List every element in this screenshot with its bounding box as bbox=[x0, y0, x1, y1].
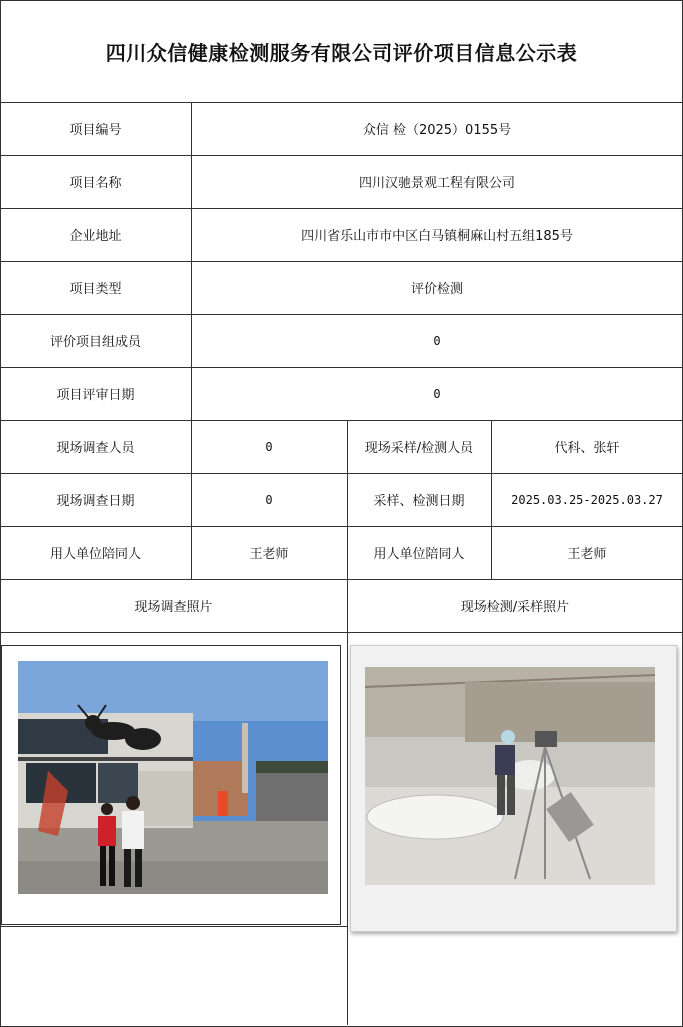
review-date-label: 项目评审日期 bbox=[56, 388, 135, 403]
survey-date-value: 0 bbox=[265, 492, 273, 507]
survey-staff-value: 0 bbox=[265, 439, 273, 454]
project-name-label: 项目名称 bbox=[69, 176, 122, 191]
survey-photo bbox=[18, 661, 328, 894]
sampling-date-value: 2025.03.25-2025.03.27 bbox=[511, 492, 663, 507]
survey-staff-label: 现场调查人员 bbox=[56, 441, 135, 456]
survey-photo-frame bbox=[1, 645, 341, 925]
members-label: 评价项目组成员 bbox=[49, 335, 141, 350]
address-label: 企业地址 bbox=[69, 229, 122, 244]
sampling-photo-header: 现场检测/采样照片 bbox=[460, 600, 570, 615]
survey-photo-header: 现场调查照片 bbox=[134, 600, 213, 615]
sampling-photo-frame bbox=[350, 645, 677, 932]
address-value: 四川省乐山市市中区白马镇桐麻山村五组185号 bbox=[301, 229, 573, 244]
escort-label-2: 用人单位陪同人 bbox=[373, 547, 465, 562]
escort-label: 用人单位陪同人 bbox=[49, 547, 141, 562]
sampling-photo bbox=[365, 667, 655, 885]
project-no-label: 项目编号 bbox=[69, 123, 122, 138]
escort-value-2: 王老师 bbox=[567, 547, 607, 562]
sampling-staff-value: 代科、张轩 bbox=[554, 441, 620, 456]
sampling-staff-label: 现场采样/检测人员 bbox=[364, 441, 474, 456]
row-divider bbox=[0, 632, 683, 633]
row-divider bbox=[0, 926, 347, 927]
project-type-value: 评价检测 bbox=[410, 282, 463, 297]
sampling-date-label: 采样、检测日期 bbox=[373, 494, 465, 509]
project-name-value: 四川汉驰景观工程有限公司 bbox=[358, 176, 515, 191]
survey-date-label: 现场调查日期 bbox=[56, 494, 135, 509]
project-type-label: 项目类型 bbox=[69, 282, 122, 297]
escort-value: 王老师 bbox=[249, 547, 289, 562]
page-title: 四川众信健康检测服务有限公司评价项目信息公示表 bbox=[105, 40, 578, 65]
review-date-value: 0 bbox=[433, 386, 441, 401]
project-no-value: 众信 检（2025）0155号 bbox=[362, 123, 512, 138]
members-value: 0 bbox=[433, 333, 441, 348]
